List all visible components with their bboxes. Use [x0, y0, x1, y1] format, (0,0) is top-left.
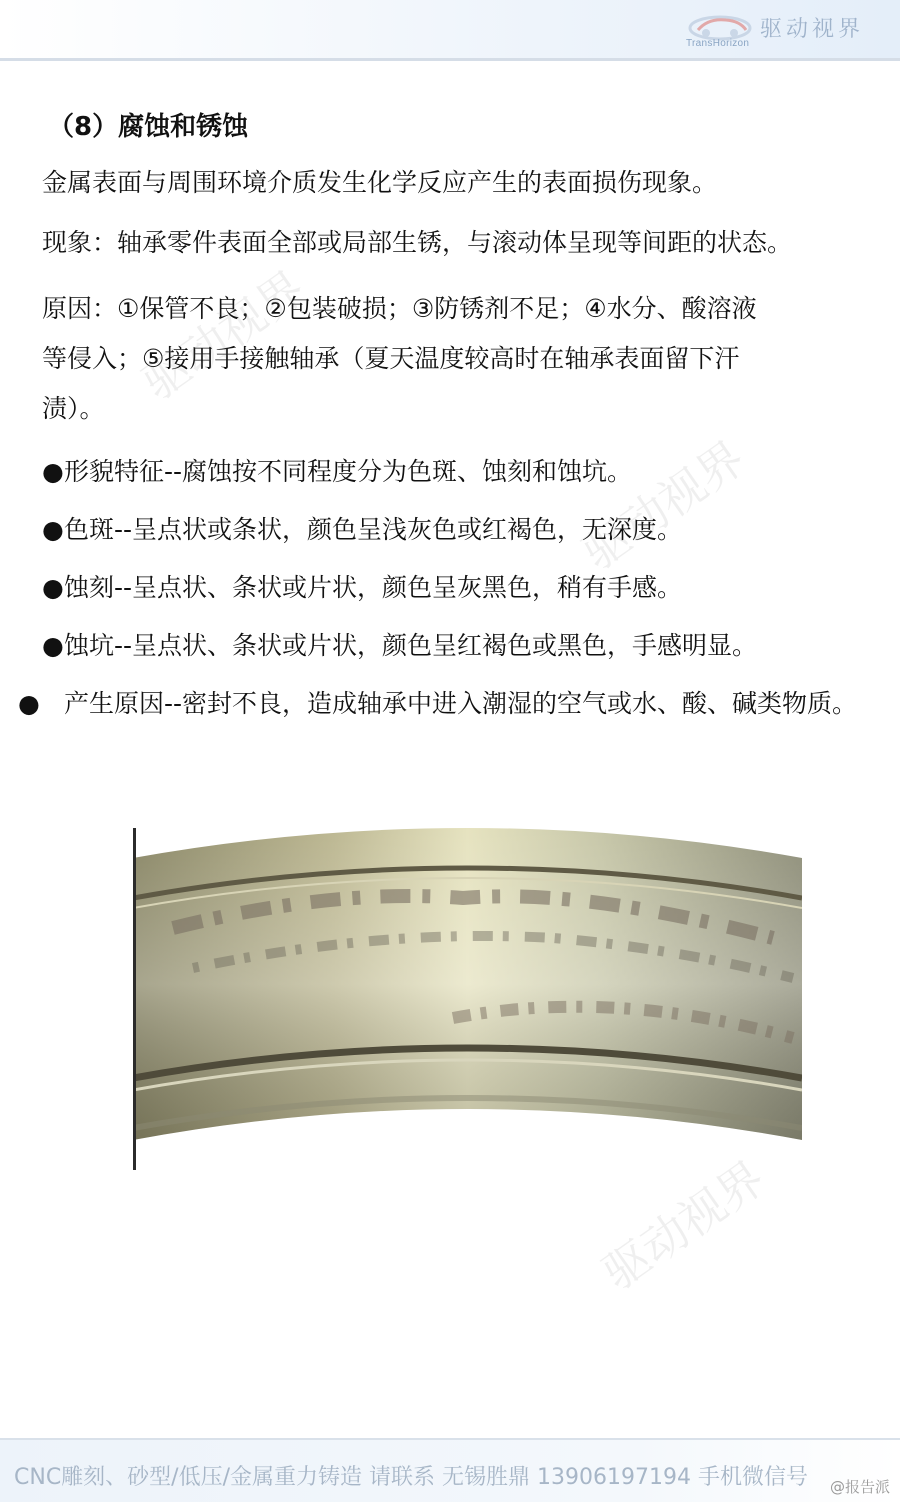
list-item-text: 产生原因--密封不良，造成轴承中进入潮湿的空气或水、酸、碱类物质。	[64, 689, 858, 718]
bullet-icon: ●	[42, 457, 64, 486]
phenomenon-text: 现象：轴承零件表面全部或局部生锈，与滚动体呈现等间距的状态。	[42, 228, 793, 257]
bullet-icon: ●	[42, 631, 64, 660]
list-item-text: 蚀刻--呈点状、条状或片状，颜色呈灰黑色，稍有手感。	[64, 573, 683, 602]
bullet-icon: ●	[42, 515, 64, 544]
photo-edge	[133, 828, 136, 1170]
list-item-text: 蚀坑--呈点状、条状或片状，颜色呈红褐色或黑色，手感明显。	[64, 631, 758, 660]
list-item	[42, 564, 892, 612]
cause-line-2: 等侵入；⑤接用手接触轴承（夏天温度较高时在轴承表面留下汗	[42, 344, 740, 373]
page-footer	[0, 1438, 900, 1502]
list-item	[42, 622, 892, 670]
watermark: 驱动视界	[592, 1150, 775, 1301]
brand-logo	[686, 8, 866, 52]
footer-watermark: @报告派	[829, 1478, 890, 1496]
cause-line-3: 渍）。	[42, 394, 105, 423]
section-title: （8）腐蚀和锈蚀	[48, 112, 249, 142]
page-header	[0, 0, 900, 61]
list-item	[42, 506, 892, 554]
cause-line-1: 原因：①保管不良；②包装破损；③防锈剂不足；④水分、酸溶液	[42, 294, 757, 323]
watermark: 驱动视界	[132, 260, 315, 411]
list-item-text: 形貌特征--腐蚀按不同程度分为色斑、蚀刻和蚀坑。	[64, 457, 633, 486]
corroded-bearing-photo	[133, 828, 802, 1170]
logo-subtext: TransHorizon	[686, 38, 750, 49]
footer-contact-text: CNC雕刻、砂型/低压/金属重力铸造 请联系 无锡胜鼎 13906197194 手机微信号	[14, 1465, 808, 1490]
list-item-text: 色斑--呈点状或条状，颜色呈浅灰色或红褐色，无深度。	[64, 515, 683, 544]
bullet-icon: ●	[42, 573, 64, 602]
list-item	[42, 448, 892, 496]
list-item	[18, 680, 896, 728]
bullet-icon: ●	[18, 689, 40, 718]
logo-text: 驱动视界	[760, 17, 865, 42]
definition-text: 金属表面与周围环境介质发生化学反应产生的表面损伤现象。	[42, 168, 718, 197]
watermark: 驱动视界	[572, 430, 755, 581]
